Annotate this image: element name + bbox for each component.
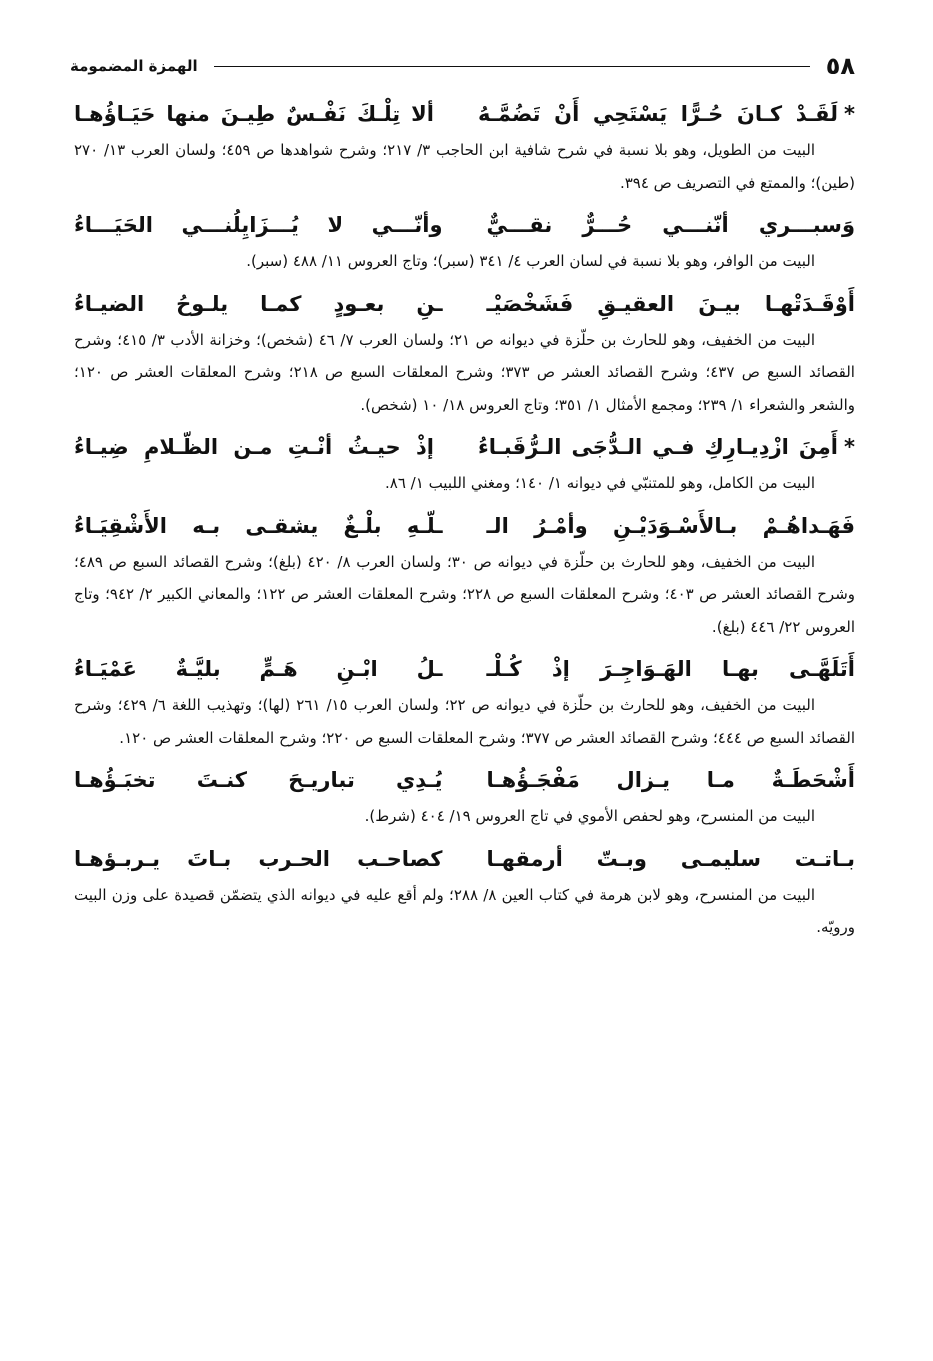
header-rule: [214, 66, 810, 67]
verse-hemistich-second: ألا تِلْـكَ نَفْـسٌ طِيـنَ منها حَيَـاؤُهـا: [73, 102, 434, 126]
verse-line: [74, 207, 855, 243]
verse-hemistich-second: وأنّـــي لا يُـــزَايِلُنـــي الحَيَـــاءُ: [74, 213, 443, 237]
verse-note: البيت من الوافر، وهو بلا نسبة في لسان العرب ٤/ ٣٤١ (سبر)؛ وتاج العروس ١١/ ٤٨٨ (سبر).: [246, 252, 815, 270]
verse-hemistich-first: لَقَـدْ كـانَ حُـرًّا يَسْتَحِي أَنْ تَضُمَّـهُ: [478, 102, 839, 126]
entry: [74, 207, 855, 278]
verse-hemistich-second: ـلُ ابْـنِ هَـمٍّ بليَّـةٌ عَمْيَـاءُ: [74, 657, 443, 681]
verse-note: البيت من الكامل، وهو للمتنبّي في ديوانه ١/ ١٤٠؛ ومغني اللبيب ١/ ٨٦.: [385, 474, 815, 492]
page-content: [74, 96, 855, 952]
verse-note: البيت من الخفيف، وهو للحارث بن حلّزة في ديوانه ص ٣٠؛ ولسان العرب ٨/ ٤٢٠ (بلغ)؛ وشرح القصائد السبع ص ٤٨٩؛ وشرح القصائد العشر ص ٤٠٣؛ وشرح المعلقات السبع ص ٢٢٨؛ وشرح المعلقات العشر ص ١٢٢؛ والمعاني الكبير ٢/ ٩٤٢؛ وتاج العروس ٢٢/ ٤٤٦ (بلغ).: [74, 552, 856, 636]
verse-hemistich-first: أَشْحَطَـةٌ مـا يـزال مَفْجَـؤُهـا: [486, 768, 855, 792]
page-number: ٥٨: [825, 52, 855, 80]
verse-note: البيت من المنسرح، وهو لابن هرمة في كتاب العين ٨/ ٢٨٨؛ ولم أقع عليه في ديوانه الذي يتضمّن قصيدة على وزن البيت ورويّه.: [74, 885, 855, 936]
verse-hemistich-second: ـنِ بعـودٍ كمـا يلـوحُ الضيـاءُ: [74, 291, 443, 316]
star-marker: *: [844, 435, 855, 459]
verse-hemistich-first: أَتَلَهَّـى بهـا الهَـوَاجِـرَ إذْ كُـلْـ: [486, 657, 855, 681]
verse-note: البيت من الخفيف، وهو للحارث بن حلّزة في ديوانه ص ٢٢؛ ولسان العرب ١٥/ ٢٦١ (لها)؛ وتهذيب اللغة ٦/ ٤٢٩؛ وشرح القصائد السبع ص ٤٤٤؛ وشرح القصائد العشر ص ٣٧٧؛ وشرح المعلقات السبع ص ٢٢٠؛ وشرح المعلقات العشر ص ١٢٠.: [74, 696, 855, 747]
verse-line: [74, 286, 855, 322]
verse-hemistich-second: كصاحـب الحـرب بـاتَ يـربـؤهـا: [74, 846, 443, 871]
verse-note: البيت من الخفيف، وهو للحارث بن حلّزة في ديوانه ص ٢١؛ ولسان العرب ٧/ ٤٦ (شخص)؛ وخزانة الأدب ٣/ ٤١٥؛ وشرح القصائد السبع ص ٤٣٧؛ وشرح القصائد العشر ص ٣٧٣؛ وشرح المعلقات السبع ص ٢١٨؛ وشرح المعلقات العشر ص ١٢٠؛ والشعر والشعراء ١/ ٢٣٩؛ ومجمع الأمثال ١/ ٣٥١؛ وتاج العروس ١٨/ ١٠ (شخص).: [74, 330, 855, 414]
entry: [74, 762, 855, 833]
entry: [74, 429, 855, 500]
verse-hemistich-second: يُـدِي تباريـحَ كنـتَ تخبَـؤُهـا: [74, 768, 443, 792]
verse-hemistich-second: إذْ حيـثُ أنْـتِ مـن الظّـلامِ ضِيـاءُ: [73, 435, 434, 459]
verse-hemistich-first: أَوْقَـدَتْهـا بيـنَ العقيـقِ فَشَخْصَيْـ: [486, 291, 855, 316]
verse-hemistich-first: بـاتـت سليمـى وبـتّ أرمقهـا: [486, 846, 855, 871]
entry: [74, 508, 855, 644]
entry: [74, 651, 855, 754]
verse-line: [74, 429, 855, 465]
verse-hemistich-first: أَمِنَ ازْدِيـارِكِ فـي الـدُّجَى الـرُّقَبـاءُ: [478, 435, 839, 459]
star-marker: *: [844, 102, 855, 126]
verse-hemistich-first: وَسبـــري أنّنـــي حُـــرٌّ نقـــيٌّ: [486, 213, 855, 237]
verse-hemistich-second: ـلّـهِ بلْـغٌ يشقـى بـه الأَشْقِيَـاءُ: [74, 513, 443, 538]
page-header: [70, 50, 855, 82]
verse-hemistich-first: فَهَـداهُـمْ بـالأَسْـوَدَيْـنِ وأمْـرُ الـ: [486, 513, 855, 538]
verse-note: البيت من المنسرح، وهو لحفص الأموي في تاج العروس ١٩/ ٤٠٤ (شرط).: [364, 807, 815, 825]
verse-line: [74, 96, 855, 132]
verse-note: البيت من الطويل، وهو بلا نسبة في شرح شافية ابن الحاجب ٣/ ٢١٧؛ وشرح شواهدها ص ٤٥٩؛ ولسان العرب ١٣/ ٢٧٠ (طين)؛ والممتع في التصريف ص ٣٩٤.: [74, 141, 855, 192]
verse-line: [74, 841, 855, 877]
entry: [74, 841, 855, 944]
running-title: الهمزة المضمومة: [70, 57, 198, 75]
verse-line: [74, 762, 855, 798]
entry: [74, 286, 855, 422]
entry: [74, 96, 855, 199]
verse-line: [74, 508, 855, 544]
verse-line: [74, 651, 855, 687]
